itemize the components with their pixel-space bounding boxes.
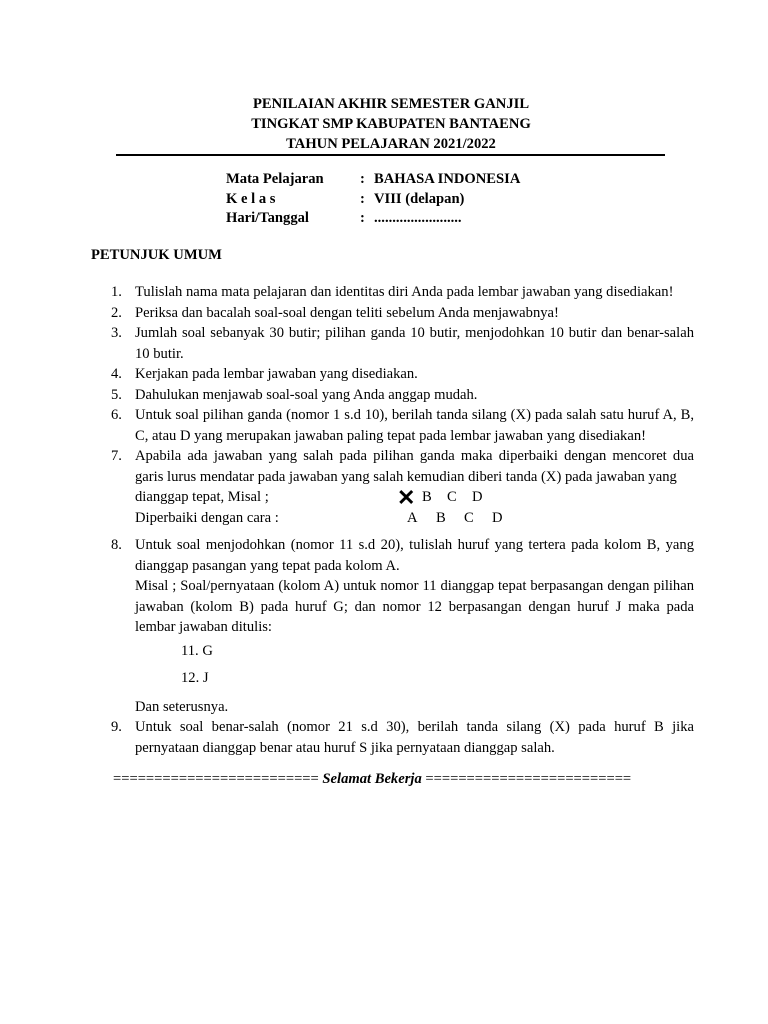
item-number: 6.: [111, 407, 122, 423]
closing-right-rule: =========================: [421, 771, 632, 787]
item-text: Jumlah soal sebanyak 30 butir; pilihan ganda 10 butir, menjodohkan 10 butir dan benar-salah 10 butir.: [135, 325, 694, 362]
option-letter: B: [436, 509, 446, 526]
item-text: Untuk soal benar-salah (nomor 21 s.d 30), berilah tanda silang (X) pada huruf B jika pernyataan dianggap benar atau huruf S jika pernyataan dianggap salah.: [135, 719, 694, 756]
section-title: PETUNJUK UMUM: [91, 247, 222, 263]
identity-colon: :: [360, 171, 365, 187]
item-text: Kerjakan pada lembar jawaban yang disediakan.: [135, 366, 418, 382]
example-answer: 11. G: [181, 642, 213, 659]
item-text: Apabila ada jawaban yang salah pada pilihan ganda maka diperbaiki dengan mencoret dua garis lurus mendatar pada jawaban yang salah kemudian diberi tanda (X) pada jawaban yang: [135, 448, 694, 485]
closing-text: Selamat Bekerja: [322, 771, 422, 787]
list-item: [104, 385, 694, 406]
item-text: Untuk soal pilihan ganda (nomor 1 s.d 10), berilah tanda silang (X) pada salah satu huruf A, B, C, atau D yang merupakan jawaban paling tepat pada lembar jawaban yang disediakan!: [135, 407, 694, 444]
item-number: 8.: [111, 537, 122, 553]
item-text: Untuk soal menjodohkan (nomor 11 s.d 20), tulislah huruf yang tertera pada kolom B, yang dianggap pasangan yang tepat pada kolom A.: [135, 537, 694, 574]
header-line-2: TINGKAT SMP KABUPATEN BANTAENG: [251, 116, 531, 132]
identity-label: K e l a s: [226, 190, 276, 207]
list-item: [104, 282, 694, 303]
closing-line: [113, 771, 631, 788]
item-number: 1.: [111, 284, 122, 300]
identity-label: Mata Pelajaran: [226, 171, 324, 187]
example-answer: 12. J: [181, 669, 209, 686]
closing-left-rule: =========================: [113, 771, 323, 787]
item-number: 9.: [111, 719, 122, 735]
item-text: Dahulukan menjawab soal-soal yang Anda anggap mudah.: [135, 386, 478, 403]
header-divider: [116, 154, 665, 156]
item-text-continued: Dan seterusnya.: [135, 698, 229, 715]
item-text-example: Misal ; Soal/pernyataan (kolom A) untuk nomor 11 dianggap tepat berpasangan dengan pilihan jawaban (kolom B) pada huruf G; dan nomor 12 berpasangan dengan huruf J maka pada lembar jawaban ditulis:: [135, 578, 694, 635]
identity-value: ........................: [374, 210, 462, 226]
identity-value: BAHASA INDONESIA: [374, 171, 521, 187]
list-item: [104, 364, 694, 385]
misal-options: [397, 487, 497, 508]
instruction-list: [104, 282, 694, 758]
item-text: Tulislah nama mata pelajaran dan identitas diri Anda pada lembar jawaban yang disediakan!: [135, 284, 674, 300]
identity-colon: :: [360, 210, 365, 226]
list-item: [104, 405, 694, 446]
item-text: Periksa dan bacalah soal-soal dengan teliti sebelum Anda menjawabnya!: [135, 304, 559, 321]
item-number: 4.: [111, 366, 122, 382]
misal-row: [135, 487, 694, 508]
misal-label: dianggap tepat, Misal ;: [135, 489, 269, 505]
option-letter: B: [422, 489, 432, 505]
identity-value: VIII (delapan): [374, 190, 465, 207]
list-item: [104, 303, 694, 324]
fix-label: Diperbaiki dengan cara :: [135, 509, 279, 526]
header-line-3: TAHUN PELAJARAN 2021/2022: [286, 136, 496, 152]
identity-colon: :: [360, 190, 365, 207]
fix-options: [407, 508, 517, 529]
cross-mark-icon: ✕: [397, 485, 416, 510]
identity-row-subject: [226, 170, 520, 190]
document-header: [0, 94, 768, 154]
item-number: 7.: [111, 448, 122, 464]
identity-row-date: [226, 209, 520, 229]
list-item: [104, 717, 694, 758]
list-item: [104, 323, 694, 364]
identity-row-class: [226, 190, 520, 210]
item-number: 5.: [111, 386, 122, 403]
fix-row: [135, 508, 694, 529]
option-letter: C: [447, 489, 457, 505]
option-letter: C: [464, 509, 474, 526]
option-letter: D: [492, 509, 503, 526]
option-letter: D: [472, 489, 483, 505]
list-item: [104, 535, 694, 717]
list-item: [104, 446, 694, 528]
option-letter: A: [407, 509, 418, 526]
item-number: 3.: [111, 325, 122, 341]
identity-block: [226, 170, 520, 229]
header-line-1: PENILAIAN AKHIR SEMESTER GANJIL: [252, 96, 530, 112]
item-number: 2.: [111, 304, 122, 321]
identity-label: Hari/Tanggal: [226, 210, 309, 226]
